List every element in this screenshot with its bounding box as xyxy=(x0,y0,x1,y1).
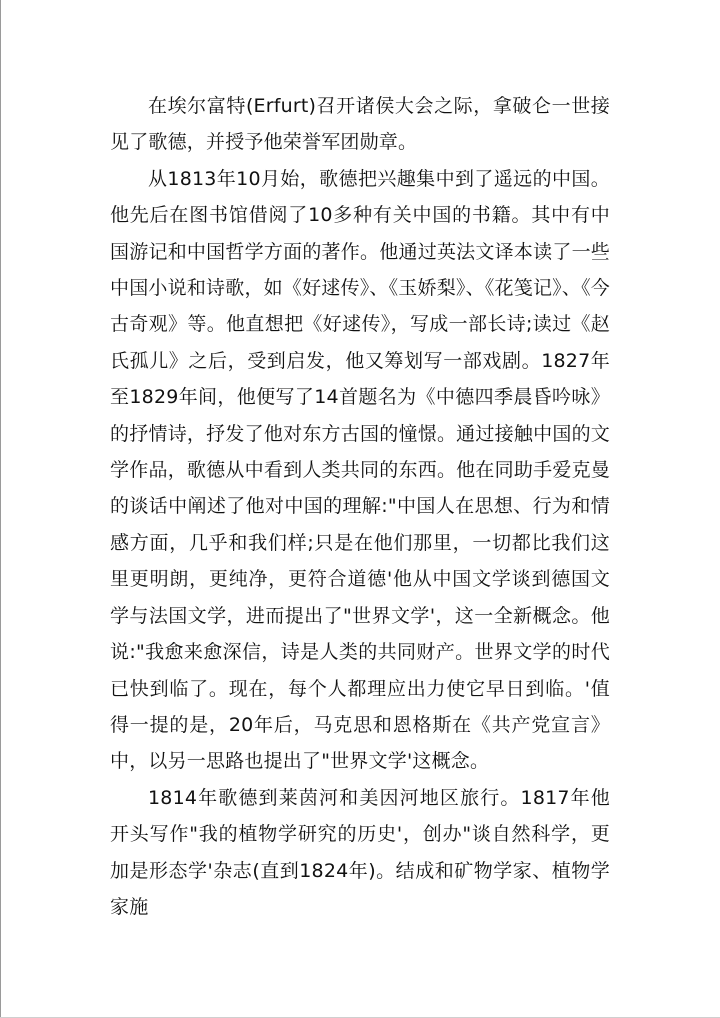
page-edge-left xyxy=(0,0,1,1018)
paragraph-china-interest: 从1813年10月始，歌德把兴趣集中到了遥远的中国。他先后在图书馆借阅了10多种有关中国的书籍。其中有中国游记和中国哲学方面的著作。他通过英法文译本读了一些中国小说和诗歌，如《好逑传》、《玉娇梨》、《花笺记》、《今古奇观》等。他直想把《好逑传》，写成一部长诗;读过《赵氏孤儿》之后，受到启发，他又筹划写一部戏剧。1827年至1829年间，他便写了14首题名为《中德四季晨昏吟咏》的抒情诗，抒发了他对东方古国的憧憬。通过接触中国的文学作品，歌德从中看到人类共同的东西。他在同助手爱克曼的谈话中阐述了他对中国的理解:"中国人在思想、行为和情感方面，几乎和我们样;只是在他们那里，一切都比我们这里更明朗，更纯净，更符合道德'他从中国文学谈到德国文学与法国文学，进而提出了"世界文学'，这一全新概念。他说:"我愈来愈深信，诗是人类的共同财产。世界文学的时代已快到临了。现在，每个人都理应出力使它早日到临。'值得一提的是，20年后，马克思和恩格斯在《共产党宣言》中，以另一思路也提出了"世界文学'这概念。 xyxy=(110,167,610,773)
document-body xyxy=(110,88,610,925)
paragraph-napoleon-meeting: 在埃尔富特(Erfurt)召开诸侯大会之际，拿破仑一世接见了歌德，并授予他荣誉军团勋章。 xyxy=(110,95,610,154)
paragraph-travel-botany: 1814年歌德到莱茵河和美因河地区旅行。1817年他开头写作"我的植物学研究的历史'，创办"谈自然科学，更加是形态学'杂志(直到1824年)。结成和矿物学家、植物学家施 xyxy=(110,786,610,918)
